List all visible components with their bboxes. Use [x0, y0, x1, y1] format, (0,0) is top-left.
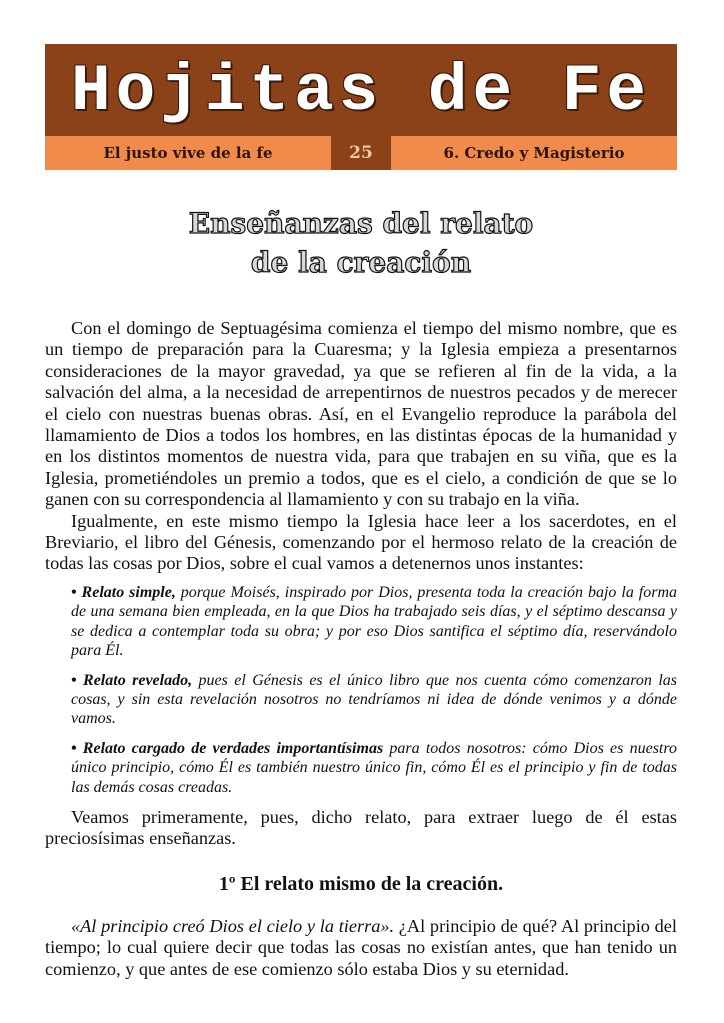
bullet-text: pues el Génesis es el único libro que nos cuenta cómo comenzaron las cosas, y sin esta revelación nosotros no tendríamos ni idea de dónde venimos y a dónde vamos.: [71, 671, 677, 728]
paragraph-text: ¿Al principio de qué? Al principio del tiempo; lo cual quiere decir que todas las cosas no existían antes, que han tenido un comienzo, y que antes de ese comienzo sólo estaba Dios y su eternidad.: [45, 915, 677, 979]
bullet-text: porque Moisés, inspirado por Dios, presenta toda la creación bajo la forma de una semana bien empleada, en la que Dios ha trabajado seis días, y el séptimo descansa y se dedica a contemplar toda su obra; y por eso Dios santifica el séptimo día, reservándolo para Él.: [71, 583, 677, 660]
masthead-band: [45, 136, 677, 170]
paragraph: Igualmente, en este mismo tiempo la Iglesia hace leer a los sacerdotes, en el Breviario, el libro del Génesis, comenzando por el hermoso relato de la creación de todas las cosas por Dios, sobre el cual vamos a detenernos unos instantes:: [45, 510, 677, 574]
bullet-lead: • Relato cargado de verdades importantísimas: [71, 739, 384, 757]
paragraph: Veamos primeramente, pues, dicho relato, para extraer luego de él estas preciosísimas enseñanzas.: [45, 806, 677, 849]
bullet-list: [45, 583, 677, 797]
bullet-item: [71, 739, 677, 797]
issue-number: 25: [331, 136, 391, 170]
bullet-text: para todos nosotros: cómo Dios es nuestro único principio, cómo Él es también nuestro único fin, cómo Él es el principio y fin de todas las demás cosas creadas.: [71, 739, 678, 796]
scripture-quote: «Al principio creó Dios el cielo y la tierra».: [71, 915, 395, 936]
bullet-item: [71, 671, 677, 729]
section-heading: 1º El relato mismo de la creación.: [218, 872, 504, 895]
series-label: 6. Credo y Magisterio: [443, 144, 625, 162]
article-body: [45, 318, 677, 980]
motto: El justo vive de la fe: [103, 144, 273, 162]
article-title-line-1: Enseñanzas del relato: [188, 207, 534, 240]
bullet-item: [71, 583, 677, 661]
article-title: [45, 204, 677, 282]
bullet-lead: • Relato revelado,: [71, 671, 193, 689]
masthead: [45, 44, 677, 170]
article-title-line-2: de la creación: [250, 246, 472, 279]
paragraph: [45, 916, 677, 980]
masthead-title: Hojitas de Fe: [71, 54, 651, 129]
paragraph: Con el domingo de Septuagésima comienza el tiempo del mismo nombre, que es un tiempo de preparación para la Cuaresma; y la Iglesia empieza a presentarnos consideraciones de la mayor gravedad, ya que se refieren al fin de la vida, a la salvación del alma, a la necesidad de arrepentirnos de nuestros pecados y de merecer el cielo con nuestras buenas obras. Así, en el Evangelio reproduce la parábola del llamamiento de Dios a todos los hombres, en las distintas épocas de la humanidad y en los distintos momentos de nuestra vida, para que trabajen en su viña, que es la Iglesia, prometiéndoles un premio a todos, que es el cielo, a condición de que se lo ganen con su correspondencia al llamamiento y con su trabajo en la viña.: [45, 318, 677, 510]
bullet-lead: • Relato simple,: [71, 583, 176, 601]
